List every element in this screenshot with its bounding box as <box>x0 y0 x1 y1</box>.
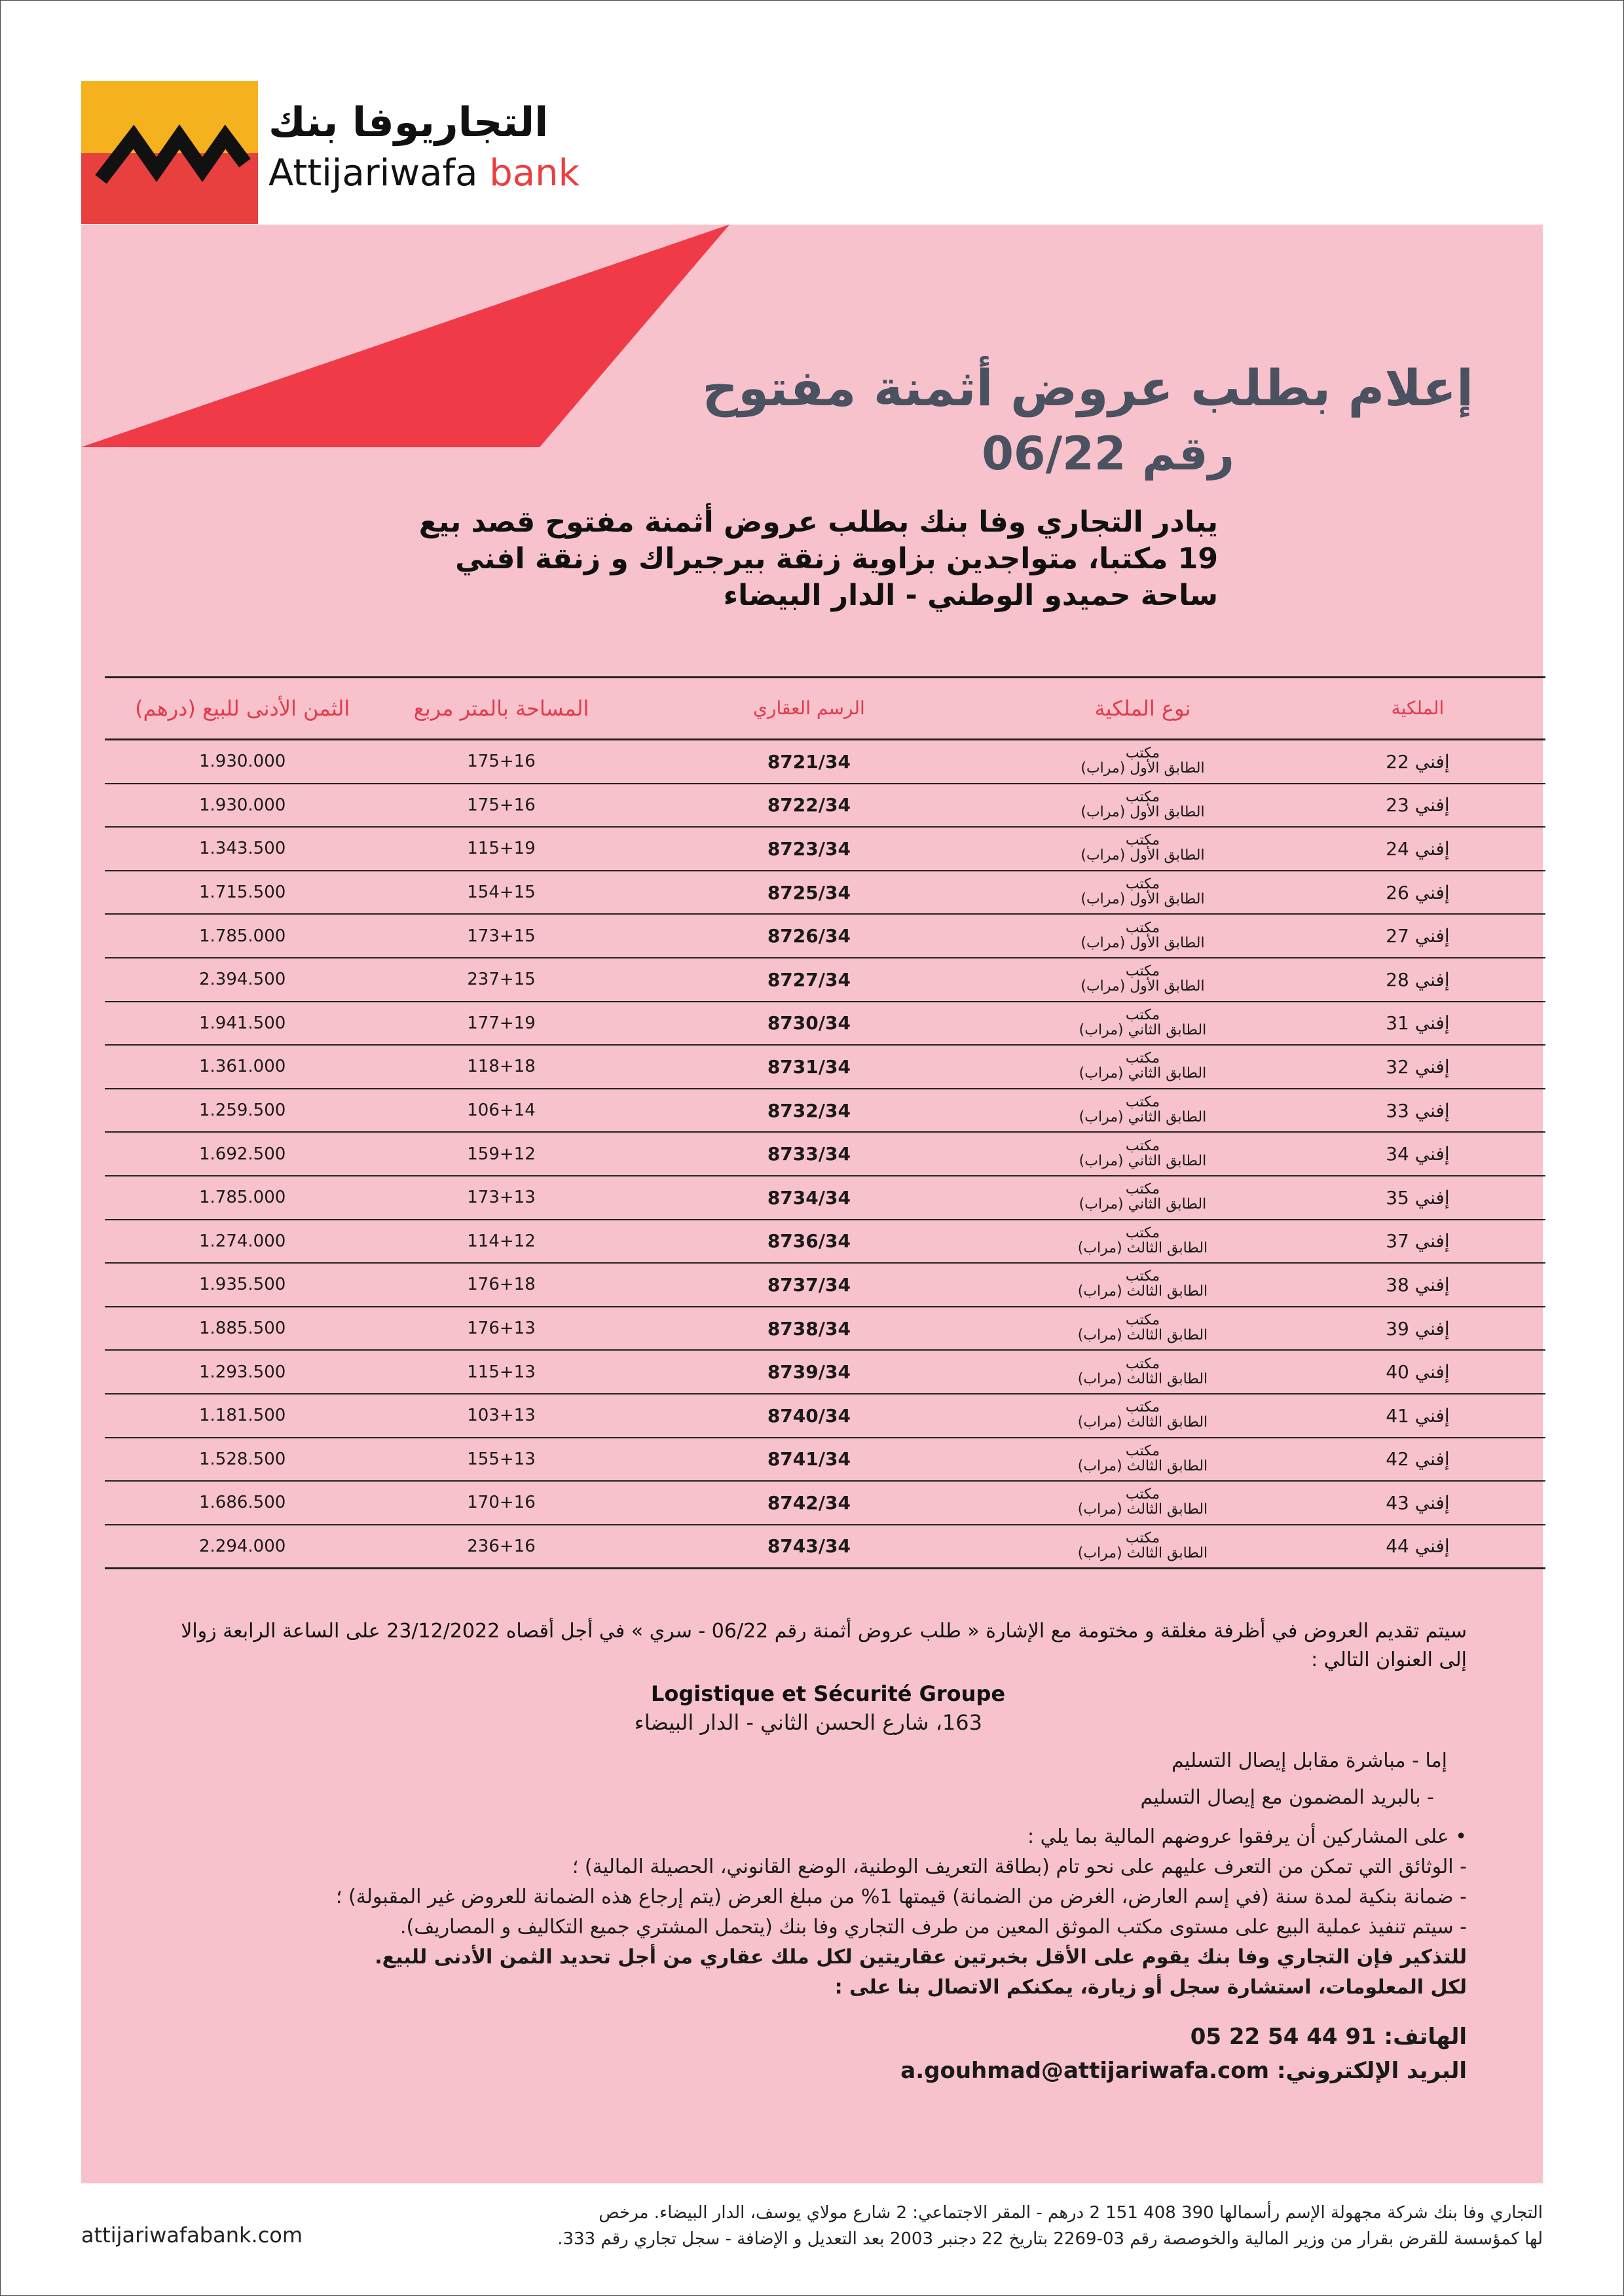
cell-type-floor: الطابق الأول (مراب) <box>1080 760 1205 777</box>
cell-type-kind: مكتب <box>1125 1224 1160 1241</box>
cell-unit: إفني 32 <box>1290 1045 1545 1089</box>
contact-block <box>900 2020 1467 2088</box>
table-row <box>105 1220 1545 1264</box>
cell-price: 1.692.500 <box>105 1132 380 1176</box>
logo-name-arabic: التجاريوفا بنك <box>268 98 549 146</box>
address-heading: Logistique et Sécurité Groupe <box>651 1681 1006 1706</box>
cell-area: 115+13 <box>380 1350 622 1394</box>
table-row <box>105 827 1545 871</box>
cell-type-floor: الطابق الثالث (مراب) <box>1077 1414 1208 1431</box>
cell-ref: 8726/34 <box>623 914 995 958</box>
requirement-item: - الوثائق التي تمكن من التعرف عليهم على نحو تام (بطاقة التعريف الوطنية، الوضع القانوني، الحصيلة المالية) ؛ <box>572 1855 1467 1878</box>
cell-price: 1.785.000 <box>105 914 380 958</box>
submission-note: سيتم تقديم العروض في أظرفة مغلقة و مختومة مع الإشارة « طلب عروض أثمنة رقم 06/22 - سري » في أجل أقصاه 23/12/2022 على الساعة الرابعة زوالا إلى العنوان التالي : <box>181 1620 1467 1671</box>
cell-type-kind: مكتب <box>1125 1486 1160 1503</box>
cell-ref: 8731/34 <box>623 1045 995 1089</box>
cell-unit: إفني 23 <box>1290 784 1545 828</box>
cell-type <box>995 1132 1290 1176</box>
cell-type-kind: مكتب <box>1125 1094 1160 1111</box>
cell-unit: إفني 38 <box>1290 1263 1545 1307</box>
reminder-text: للتذكير فإن التجاري وفا بنك يقوم على الأقل بخبرتين عقاريتين لكل ملك عقاري من أجل تحديد الثمن الأدنى للبيع. <box>375 1946 1467 1969</box>
header-type: نوع الملكية <box>995 678 1290 740</box>
cell-type-floor: الطابق الثالث (مراب) <box>1077 1501 1208 1518</box>
intro-line: ساحة حميدو الوطني - الدار البيضاء <box>723 579 1218 612</box>
cell-unit: إفني 22 <box>1290 740 1545 784</box>
requirement-item: - سيتم تنفيذ عملية البيع على مستوى مكتب الموثق المعين من طرف التجاري وفا بنك (يتحمل المشتري جميع التكاليف و المصاريف). <box>400 1916 1467 1939</box>
cell-type-kind: مكتب <box>1125 1529 1160 1546</box>
cell-area: 175+16 <box>380 740 622 784</box>
cell-type-kind: مكتب <box>1125 963 1160 980</box>
properties-table <box>105 676 1545 1569</box>
cell-unit: إفني 39 <box>1290 1307 1545 1351</box>
cell-unit: إفني 31 <box>1290 1002 1545 1046</box>
cell-type <box>995 1263 1290 1307</box>
address-line: 163، شارع الحسن الثاني - الدار البيضاء <box>634 1710 982 1735</box>
cell-price: 2.394.500 <box>105 958 380 1002</box>
header-unit: الملكية <box>1290 678 1545 740</box>
cell-type-floor: الطابق الثالث (مراب) <box>1077 1327 1208 1344</box>
table-row <box>105 1350 1545 1394</box>
requirement-item: - ضمانة بنكية لمدة سنة (في إسم العارض، الغرض من الضمانة) قيمتها 1% من مبلغ العرض (يتم إرجاع هذه الضمانة للعروض غير المقبولة) ؛ <box>335 1886 1467 1908</box>
email-address[interactable]: a.gouhmad@attijariwafa.com <box>900 2058 1270 2084</box>
intro-paragraph <box>236 504 1218 614</box>
cell-type <box>995 1481 1290 1525</box>
cell-area: 176+18 <box>380 1263 622 1307</box>
cell-ref: 8743/34 <box>623 1525 995 1569</box>
cell-price: 1.785.000 <box>105 1176 380 1220</box>
cell-price: 1.343.500 <box>105 827 380 871</box>
cell-unit: إفني 43 <box>1290 1481 1545 1525</box>
cell-ref: 8732/34 <box>623 1089 995 1133</box>
requirements-list <box>92 1822 1467 2003</box>
table-row <box>105 1089 1545 1133</box>
intro-line: 19 مكتبا، متواجدين بزاوية زنقة بيرجيراك و زنقة افني <box>455 542 1218 575</box>
cell-area: 177+19 <box>380 1002 622 1046</box>
cell-type-kind: مكتب <box>1125 919 1160 936</box>
cell-area: 118+18 <box>380 1045 622 1089</box>
cell-type <box>995 914 1290 958</box>
cell-type <box>995 1002 1290 1046</box>
table-row <box>105 740 1545 784</box>
cell-type-kind: مكتب <box>1125 1137 1160 1154</box>
footer-legal-line: التجاري وفا بنك شركة مجهولة الإسم رأسمالها 390 408 151 2 درهم - المقر الاجتماعي: 2 شارع مولاي يوسف، الدار البيضاء. مرخص <box>599 2203 1543 2223</box>
cell-ref: 8739/34 <box>623 1350 995 1394</box>
cell-area: 106+14 <box>380 1089 622 1133</box>
cell-type-kind: مكتب <box>1125 876 1160 893</box>
cell-unit: إفني 26 <box>1290 871 1545 915</box>
cell-area: 176+13 <box>380 1307 622 1351</box>
phone-line <box>900 2020 1467 2054</box>
cell-type-kind: مكتب <box>1125 1050 1160 1067</box>
page-subtitle: رقم 06/22 <box>982 427 1234 481</box>
cell-type-floor: الطابق الثاني (مراب) <box>1079 1196 1207 1213</box>
cell-type-kind: مكتب <box>1125 832 1160 849</box>
cell-type <box>995 1350 1290 1394</box>
requirements-intro: • على المشاركين أن يرفقوا عروضهم المالية بما يلي : <box>1027 1825 1467 1848</box>
cell-price: 1.935.500 <box>105 1263 380 1307</box>
header-ref: الرسم العقاري <box>623 678 995 740</box>
cell-price: 1.715.500 <box>105 871 380 915</box>
cell-type <box>995 784 1290 828</box>
cell-unit: إفني 44 <box>1290 1525 1545 1569</box>
header-price: الثمن الأدنى للبيع (درهم) <box>105 678 380 740</box>
table-row <box>105 958 1545 1002</box>
cell-unit: إفني 41 <box>1290 1394 1545 1438</box>
logo-name-latin-main: Attijariwafa <box>268 152 478 194</box>
cell-ref: 8740/34 <box>623 1394 995 1438</box>
cell-ref: 8722/34 <box>623 784 995 828</box>
cell-ref: 8733/34 <box>623 1132 995 1176</box>
cell-ref: 8734/34 <box>623 1176 995 1220</box>
cell-price: 1.941.500 <box>105 1002 380 1046</box>
cell-type-floor: الطابق الثالث (مراب) <box>1077 1457 1208 1474</box>
cell-type <box>995 871 1290 915</box>
table-row <box>105 1132 1545 1176</box>
cell-type-floor: الطابق الثالث (مراب) <box>1077 1370 1208 1387</box>
cell-type <box>995 1525 1290 1569</box>
cell-type <box>995 1220 1290 1264</box>
cell-price: 1.361.000 <box>105 1045 380 1089</box>
cell-type <box>995 1089 1290 1133</box>
cell-type-kind: مكتب <box>1125 1006 1160 1023</box>
cell-type-floor: الطابق الثالث (مراب) <box>1077 1283 1208 1300</box>
cell-unit: إفني 34 <box>1290 1132 1545 1176</box>
email-label: البريد الإلكتروني: <box>1276 2058 1467 2084</box>
cell-type-floor: الطابق الأول (مراب) <box>1080 978 1205 995</box>
cell-type-floor: الطابق الأول (مراب) <box>1080 891 1205 908</box>
cell-ref: 8741/34 <box>623 1438 995 1482</box>
logo-name-latin <box>268 152 580 194</box>
table-row <box>105 1481 1545 1525</box>
cell-ref: 8730/34 <box>623 1002 995 1046</box>
table-row <box>105 871 1545 915</box>
cell-price: 1.181.500 <box>105 1394 380 1438</box>
cell-type <box>995 958 1290 1002</box>
cell-unit: إفني 35 <box>1290 1176 1545 1220</box>
table-row <box>105 1525 1545 1569</box>
info-text: لكل المعلومات، استشارة سجل أو زيارة، يمكنكم الاتصال بنا على : <box>834 1976 1467 1999</box>
page-title: إعلام بطلب عروض أثمنة مفتوح <box>702 359 1473 417</box>
cell-unit: إفني 42 <box>1290 1438 1545 1482</box>
attijariwafa-logo <box>81 81 258 224</box>
cell-type <box>995 1045 1290 1089</box>
cell-type <box>995 1176 1290 1220</box>
cell-area: 115+19 <box>380 827 622 871</box>
email-line <box>900 2054 1467 2088</box>
cell-ref: 8742/34 <box>623 1481 995 1525</box>
cell-price: 1.885.500 <box>105 1307 380 1351</box>
phone-label: الهاتف: <box>1384 2024 1467 2050</box>
table-header-row <box>105 678 1545 740</box>
cell-area: 154+15 <box>380 871 622 915</box>
cell-type-kind: مكتب <box>1125 745 1160 762</box>
delivery-option: إما - مباشرة مقابل إيصال التسليم <box>1171 1749 1447 1772</box>
table-row <box>105 1176 1545 1220</box>
cell-type-kind: مكتب <box>1125 1312 1160 1329</box>
table-row <box>105 914 1545 958</box>
table-row <box>105 784 1545 828</box>
cell-type <box>995 827 1290 871</box>
logo-name-latin-suffix: bank <box>489 152 580 194</box>
cell-ref: 8725/34 <box>623 871 995 915</box>
delivery-options <box>596 1743 1447 1816</box>
cell-area: 114+12 <box>380 1220 622 1264</box>
cell-price: 1.686.500 <box>105 1481 380 1525</box>
cell-type-floor: الطابق الأول (مراب) <box>1080 803 1205 820</box>
cell-area: 173+15 <box>380 914 622 958</box>
cell-ref: 8721/34 <box>623 740 995 784</box>
table-row <box>105 1438 1545 1482</box>
footer-legal-line: لها كمؤسسة للقرض بقرار من وزير المالية والخوصصة رقم 03-2269 بتاريخ 22 دجنبر 2003 بعد التعديل و الإضافة - سجل تجاري رقم 333. <box>557 2229 1543 2249</box>
cell-type-floor: الطابق الثالث (مراب) <box>1077 1544 1208 1561</box>
cell-area: 103+13 <box>380 1394 622 1438</box>
cell-type-floor: الطابق الثاني (مراب) <box>1079 1021 1207 1038</box>
cell-area: 159+12 <box>380 1132 622 1176</box>
cell-type-floor: الطابق الثاني (مراب) <box>1079 1065 1207 1082</box>
footer-website-link[interactable]: attijariwafabank.com <box>81 2223 303 2248</box>
cell-unit: إفني 27 <box>1290 914 1545 958</box>
cell-ref: 8727/34 <box>623 958 995 1002</box>
cell-ref: 8737/34 <box>623 1263 995 1307</box>
phone-number[interactable]: 05 22 54 44 91 <box>1190 2024 1376 2050</box>
cell-price: 2.294.000 <box>105 1525 380 1569</box>
cell-price: 1.293.500 <box>105 1350 380 1394</box>
cell-type-kind: مكتب <box>1125 1268 1160 1285</box>
cell-ref: 8736/34 <box>623 1220 995 1264</box>
cell-unit: إفني 24 <box>1290 827 1545 871</box>
cell-unit: إفني 40 <box>1290 1350 1545 1394</box>
cell-type-floor: الطابق الأول (مراب) <box>1080 934 1205 951</box>
cell-type <box>995 740 1290 784</box>
cell-area: 237+15 <box>380 958 622 1002</box>
cell-type <box>995 1394 1290 1438</box>
cell-type-kind: مكتب <box>1125 1442 1160 1459</box>
cell-area: 155+13 <box>380 1438 622 1482</box>
table-row <box>105 1263 1545 1307</box>
cell-type-floor: الطابق الأول (مراب) <box>1080 847 1205 864</box>
cell-area: 175+16 <box>380 784 622 828</box>
cell-type-kind: مكتب <box>1125 1399 1160 1416</box>
cell-area: 236+16 <box>380 1525 622 1569</box>
cell-type-floor: الطابق الثالث (مراب) <box>1077 1239 1208 1256</box>
cell-unit: إفني 33 <box>1290 1089 1545 1133</box>
cell-ref: 8723/34 <box>623 827 995 871</box>
intro-line: يبادر التجاري وفا بنك بطلب عروض أثمنة مفتوح قصد بيع <box>418 505 1218 539</box>
footer-legal-text <box>390 2200 1543 2252</box>
cell-type-floor: الطابق الثاني (مراب) <box>1079 1109 1207 1126</box>
red-corner-banner <box>81 225 736 447</box>
table-row <box>105 1394 1545 1438</box>
cell-type <box>995 1307 1290 1351</box>
cell-type-kind: مكتب <box>1125 1355 1160 1372</box>
cell-type-floor: الطابق الثاني (مراب) <box>1079 1152 1207 1169</box>
cell-price: 1.528.500 <box>105 1438 380 1482</box>
table-row <box>105 1002 1545 1046</box>
cell-unit: إفني 28 <box>1290 958 1545 1002</box>
cell-area: 170+16 <box>380 1481 622 1525</box>
cell-type <box>995 1438 1290 1482</box>
cell-price: 1.930.000 <box>105 784 380 828</box>
cell-type-kind: مكتب <box>1125 1181 1160 1198</box>
cell-price: 1.930.000 <box>105 740 380 784</box>
delivery-option: - بالبريد المضمون مع إيصال التسليم <box>1140 1786 1434 1809</box>
table-row <box>105 1045 1545 1089</box>
cell-unit: إفني 37 <box>1290 1220 1545 1264</box>
cell-price: 1.259.500 <box>105 1089 380 1133</box>
header-area: المساحة بالمتر مربع <box>380 678 622 740</box>
table-row <box>105 1307 1545 1351</box>
cell-type-kind: مكتب <box>1125 788 1160 805</box>
cell-ref: 8738/34 <box>623 1307 995 1351</box>
cell-price: 1.274.000 <box>105 1220 380 1264</box>
cell-area: 173+13 <box>380 1176 622 1220</box>
